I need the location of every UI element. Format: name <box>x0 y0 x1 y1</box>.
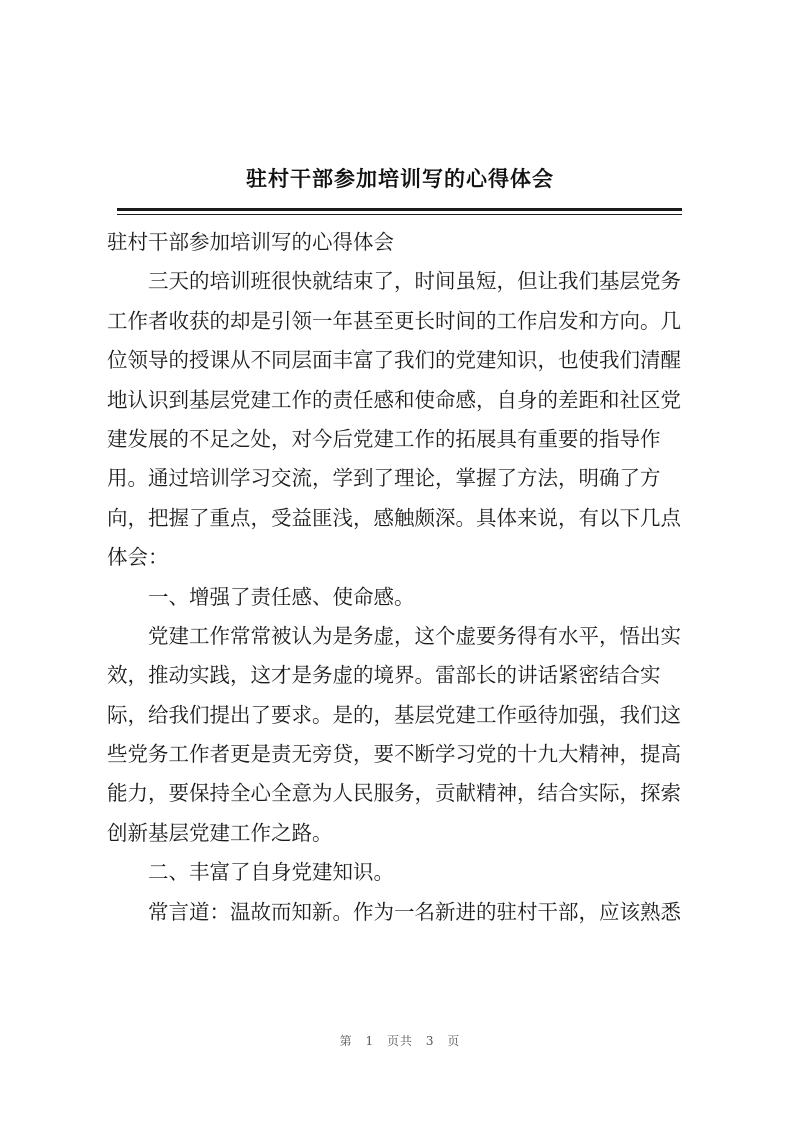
title-divider-thin <box>117 214 682 215</box>
footer-middle: 页共 <box>386 1034 413 1048</box>
body-line: 位领导的授课从不同层面丰富了我们的党建知识，也使我们清醒 <box>107 348 681 373</box>
page-footer <box>0 1032 800 1049</box>
body-line: 地认识到基层党建工作的责任感和使命感，自身的差距和社区党 <box>107 387 681 412</box>
body-line: 建发展的不足之处，对今后党建工作的拓展具有重要的指导作 <box>107 426 661 451</box>
body-line: 创新基层党建工作之路。 <box>107 820 333 845</box>
body-line: 工作者收获的却是引领一年甚至更长时间的工作启发和方向。几 <box>107 308 681 333</box>
body-line: 二、丰富了自身党建知识。 <box>107 860 394 885</box>
document-body <box>107 223 707 932</box>
body-line: 党建工作常常被认为是务虚，这个虚要务得有水平，悟出实 <box>107 623 681 648</box>
footer-total-pages: 3 <box>425 1034 435 1048</box>
footer-prefix: 第 <box>339 1034 353 1048</box>
document-title: 驻村干部参加培训写的心得体会 <box>246 166 554 191</box>
body-line: 驻村干部参加培训写的心得体会 <box>107 230 394 254</box>
body-line: 效，推动实践，这才是务虚的境界。雷部长的讲话紧密结合实 <box>107 663 661 688</box>
title-divider-thick <box>117 208 682 211</box>
body-line: 用。通过培训学习交流，学到了理论，掌握了方法，明确了方 <box>107 466 661 491</box>
body-line: 三天的培训班很快就结束了，时间虽短，但让我们基层党务 <box>107 269 681 294</box>
footer-page-number: 1 <box>365 1034 375 1048</box>
body-line: 向，把握了重点，受益匪浅，感触颇深。具体来说，有以下几点 <box>107 505 681 530</box>
body-line: 体会： <box>107 545 169 570</box>
body-line: 一、增强了责任感、使命感。 <box>107 584 415 609</box>
body-line: 能力，要保持全心全意为人民服务，贡献精神，结合实际，探索 <box>107 781 681 806</box>
body-line: 常言道：温故而知新。作为一名新进的驻村干部，应该熟悉 <box>107 899 681 924</box>
body-line: 际，给我们提出了要求。是的，基层党建工作亟待加强，我们这 <box>107 702 681 727</box>
footer-suffix: 页 <box>447 1034 461 1048</box>
body-line: 些党务工作者更是责无旁贷，要不断学习党的十九大精神，提高 <box>107 742 681 767</box>
